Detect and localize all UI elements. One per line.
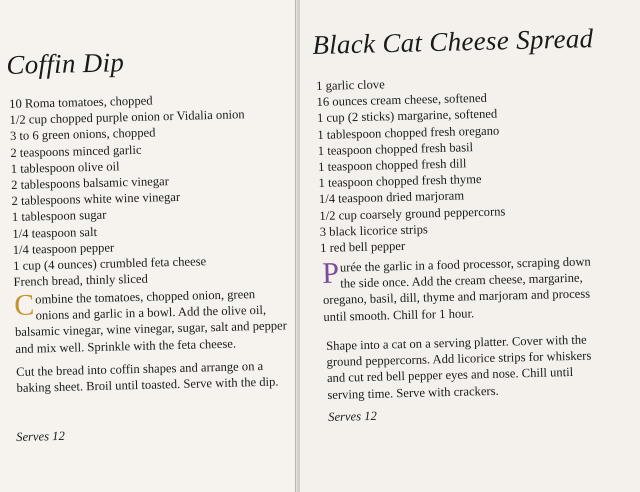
instructions-paragraph: Cut the bread into coffin shapes and arrange on a baking sheet. Broil until toasted. Serve with the dip.	[16, 358, 279, 396]
instructions-text: urée the garlic in a food processor, scraping down the side once. Add the cream cheese, margarine, oregano, basil, dill, thyme and marjoram and process until smooth. Chill for 1 hour.	[322, 254, 591, 324]
ingredient-item: 2 tablespoons white wine vinegar	[11, 190, 181, 209]
left-page	[0, 0, 298, 492]
ingredient-item: 1 cup (4 ounces) crumbled feta cheese	[12, 254, 207, 273]
ingredient-list	[9, 90, 249, 290]
ingredient-item: 2 teaspoons minced garlic	[10, 142, 142, 160]
serves-label: Serves 12	[328, 408, 377, 424]
instructions-paragraph: Shape into a cat on a serving platter. Cover with the ground peppercorns. Add licorice strips for whiskers and cut red bell pepper eyes and nose. Chill until serving time. Serve with crackers.	[326, 332, 592, 402]
ingredient-item: 1/4 teaspoon salt	[12, 224, 98, 241]
ingredient-item: 16 ounces cream cheese, softened	[316, 91, 488, 110]
recipe-title: Coffin Dip	[6, 47, 125, 80]
ingredient-item: 1 teaspoon chopped fresh thyme	[318, 172, 482, 191]
ingredient-item: 1/4 teaspoon pepper	[12, 240, 115, 257]
ingredient-item: 1/2 cup chopped purple onion or Vidalia onion	[9, 107, 245, 128]
ingredient-list	[316, 73, 506, 256]
ingredient-item: 1 tablespoon olive oil	[10, 159, 120, 176]
recipe-title: Black Cat Cheese Spread	[312, 23, 594, 60]
ingredient-item: 1 cup (2 sticks) margarine, softened	[316, 106, 498, 126]
ingredient-item: 2 tablespoons balsamic vinegar	[11, 174, 170, 192]
drop-cap: P	[321, 256, 340, 290]
instructions-paragraph	[322, 253, 596, 324]
ingredient-item: 10 Roma tomatoes, chopped	[9, 93, 153, 111]
ingredient-item: 1 red bell pepper	[319, 238, 406, 255]
ingredient-item: 3 to 6 green onions, chopped	[9, 125, 156, 144]
ingredient-item: French bread, thinly sliced	[13, 271, 148, 290]
ingredient-item: 1 garlic clove	[316, 77, 385, 93]
instructions-text: ombine the tomatoes, chopped onion, green onions and garlic in a bowl. Add the olive oil, balsamic vinegar, wine vinegar, sugar, salt and pepper and mix well. Sprinkle with the feta cheese.	[14, 287, 288, 356]
serves-label: Serves 12	[16, 428, 65, 444]
ingredient-item: 1 tablespoon chopped fresh oregano	[317, 123, 500, 142]
ingredient-item: 1/4 teaspoon dried marjoram	[318, 188, 465, 207]
right-page	[300, 0, 640, 492]
ingredient-item: 1 teaspoon chopped fresh basil	[317, 139, 474, 158]
ingredient-item: 1/2 cup coarsely ground peppercorns	[319, 204, 506, 223]
ingredient-item: 1 tablespoon sugar	[11, 208, 107, 225]
ingredient-item: 1 teaspoon chopped fresh dill	[318, 156, 467, 174]
instructions-paragraph	[14, 285, 291, 357]
drop-cap: C	[13, 288, 35, 322]
ingredient-item: 3 black licorice strips	[319, 222, 428, 239]
